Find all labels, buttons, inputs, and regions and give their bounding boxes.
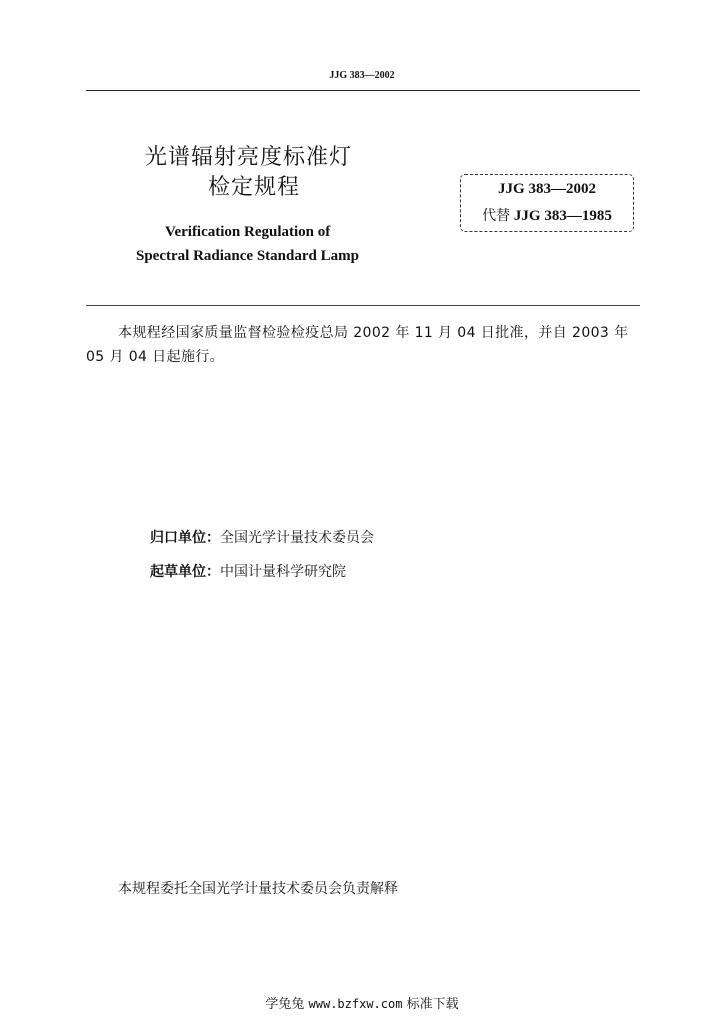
header-standard-code: JJG 383—2002 <box>329 70 395 81</box>
section-rule <box>86 305 640 306</box>
responsible-unit-label: 归口单位： <box>150 530 220 546</box>
replaced-code: JJG 383—1985 <box>513 208 612 224</box>
footer <box>0 993 724 1012</box>
drafting-unit-value: 中国计量科学研究院 <box>220 564 346 580</box>
title-chinese-line-2: 检定规程 <box>208 175 301 200</box>
approval-statement: 本规程经国家质量监督检验检疫总局 2002 年 11 月 04 日批准，并自 2003 年 05 月 04 日起施行。 <box>86 325 629 365</box>
standard-code-box <box>460 174 634 232</box>
footer-url[interactable]: www.bzfxw.com <box>308 997 403 1011</box>
footer-tagline: 标准下载 <box>406 997 459 1012</box>
footer-site-name: 学兔兔 <box>265 997 305 1012</box>
title-english-line-1: Verification Regulation of <box>165 224 331 240</box>
current-code: JJG 383—2002 <box>498 181 596 197</box>
header-rule <box>86 90 640 91</box>
responsible-unit <box>150 527 374 547</box>
drafting-unit-label: 起草单位： <box>150 564 220 580</box>
responsible-unit-value: 全国光学计量技术委员会 <box>220 530 374 546</box>
interpretation-statement: 本规程委托全国光学计量技术委员会负责解释 <box>118 881 398 897</box>
title-english-line-2: Spectral Radiance Standard Lamp <box>136 248 359 264</box>
drafting-unit <box>150 561 346 581</box>
replaces-label: 代替 <box>482 208 511 224</box>
title-chinese-line-1: 光谱辐射亮度标准灯 <box>145 145 353 170</box>
replaces-line <box>461 205 633 225</box>
